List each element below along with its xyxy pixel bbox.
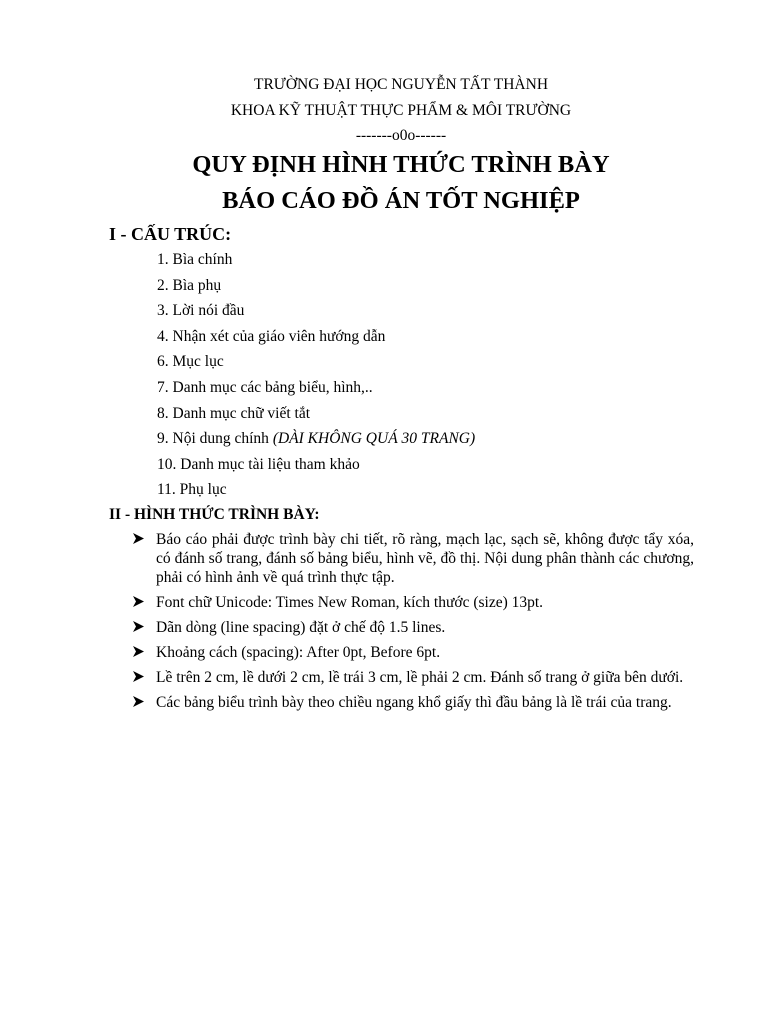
format-rule-item [132, 593, 694, 612]
document-title-line-1: QUY ĐỊNH HÌNH THỨC TRÌNH BÀY [192, 151, 610, 178]
structure-list-item [157, 429, 475, 455]
arrow-bullet-icon [132, 670, 145, 683]
structure-item-text: 6. Mục lục [157, 353, 224, 371]
format-rule-text: Các bảng biểu trình bày theo chiều ngang khổ giấy thì đầu bảng là lề trái của trang. [156, 694, 672, 711]
structure-item-text: 11. Phụ lục [157, 481, 227, 499]
format-rule-item [132, 643, 694, 662]
format-rule-item [132, 693, 694, 712]
arrow-bullet-icon [132, 645, 145, 658]
format-rule-item [132, 618, 694, 637]
structure-item-emphasis: (DÀI KHÔNG QUÁ 30 TRANG) [272, 430, 476, 448]
structure-list-item [157, 276, 475, 302]
arrow-bullet-icon [132, 595, 145, 608]
header-separator: -------o0o------ [355, 127, 447, 144]
format-rules-list [132, 530, 694, 718]
section-1-heading: I - CẤU TRÚC: [109, 224, 232, 244]
structure-item-text: 4. Nhận xét của giáo viên hướng dẫn [157, 327, 386, 345]
structure-item-text: 10. Danh mục tài liệu tham khảo [157, 455, 360, 473]
structure-list-item [157, 404, 475, 430]
format-rule-item [132, 668, 694, 687]
structure-list-item [157, 455, 475, 481]
format-rule-text: Báo cáo phải được trình bày chi tiết, rõ ràng, mạch lạc, sạch sẽ, không được tẩy xóa, có đánh số trang, đánh số bảng biểu, hình vẽ, đồ thị. Nội dung phân thành các chương, phải có hình ảnh về quá trình thực tập. [156, 531, 694, 586]
structure-list-item [157, 250, 475, 276]
section-2-heading: II - HÌNH THỨC TRÌNH BÀY: [109, 506, 320, 523]
format-rule-text: Font chữ Unicode: Times New Roman, kích thước (size) 13pt. [156, 594, 544, 611]
format-rule-text: Lề trên 2 cm, lề dưới 2 cm, lề trái 3 cm, lề phải 2 cm. Đánh số trang ở giữa bên dưới. [156, 669, 684, 686]
arrow-bullet-icon [132, 695, 145, 708]
structure-list [157, 250, 475, 506]
structure-item-text: 2. Bìa phụ [157, 276, 222, 294]
document-title-line-2: BÁO CÁO ĐỒ ÁN TỐT NGHIỆP [222, 187, 580, 214]
arrow-bullet-icon [132, 532, 145, 545]
structure-item-text: 9. Nội dung chính [157, 430, 273, 448]
structure-item-text: 1. Bìa chính [157, 251, 233, 268]
structure-list-item [157, 480, 475, 506]
structure-list-item [157, 352, 475, 378]
format-rule-item [132, 530, 694, 587]
structure-list-item [157, 301, 475, 327]
structure-list-item [157, 378, 475, 404]
arrow-bullet-icon [132, 620, 145, 633]
structure-item-text: 8. Danh mục chữ viết tắt [157, 404, 311, 422]
structure-list-item [157, 327, 475, 353]
structure-item-text: 3. Lời nói đầu [157, 302, 245, 320]
structure-item-text: 7. Danh mục các bảng biểu, hình,.. [157, 378, 373, 396]
format-rule-text: Dãn dòng (line spacing) đặt ở chế độ 1.5 lines. [156, 619, 446, 636]
university-name: TRƯỜNG ĐẠI HỌC NGUYỄN TẤT THÀNH [253, 76, 549, 93]
format-rule-text: Khoảng cách (spacing): After 0pt, Before 6pt. [156, 644, 441, 661]
faculty-name: KHOA KỸ THUẬT THỰC PHẨM & MÔI TRƯỜNG [230, 102, 572, 119]
